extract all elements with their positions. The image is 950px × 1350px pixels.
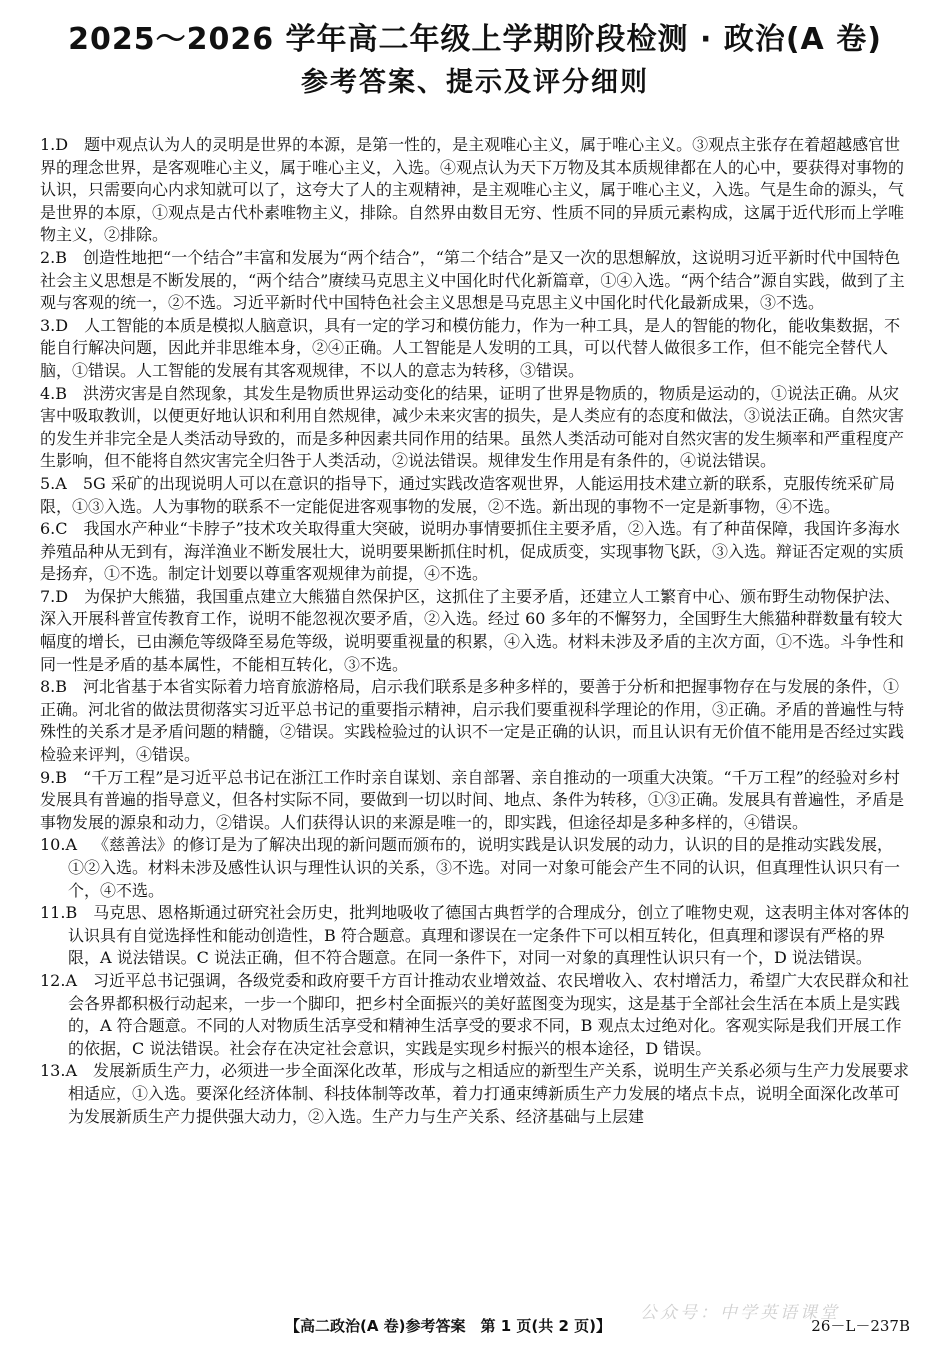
item-answer: B — [55, 677, 68, 697]
answer-item-8 — [40, 676, 912, 766]
item-number: 4. — [40, 383, 56, 403]
page-subtitle: 参考答案、提示及评分细则 — [301, 67, 649, 98]
footer-page-info: 【高二政治(A 卷)参考答案 第 1 页(共 2 页)】 — [285, 1317, 612, 1335]
answer-item-13 — [40, 1060, 912, 1128]
item-number: 6. — [40, 519, 56, 539]
item-answer: D — [55, 586, 69, 606]
item-explanation: 河北省基于本省实际着力培育旅游格局，启示我们联系是多种多样的，要善于分析和把握事物存在与发展的条件，①正确。河北省的做法贯彻落实习近平总书记的重要指示精神，启示我们要重视科学理论的作用，③正确。矛盾的普遍性与特殊性的关系才是矛盾问题的精髓，②错误。实践检验过的认识不一定是正确的认识，而且认识有无价值不能用是否经过实践检验来评判，④错误。 — [40, 677, 905, 765]
answer-item-12 — [40, 970, 912, 1060]
item-explanation: 习近平总书记强调，各级党委和政府要千方百计推动农业增效益、农民增收入、农村增活力，希望广大农民群众和社会各界都积极行动起来，一步一个脚印，把乡村全面振兴的美好蓝图变为现实，这是基于全部社会生活在本质上是实践的，A 符合题意。不同的人对物质生活享受和精神生活享受的要求不同，B 观点太过绝对化。客观实际是我们开展工作的依据，C 说法错误。社会存在决定社会意识，实践是实现乡村振兴的根本途径，D 错误。 — [68, 970, 910, 1058]
answer-item-7 — [40, 586, 912, 676]
item-answer: A — [65, 835, 78, 855]
answer-item-3 — [40, 315, 912, 383]
footer-code: 26－L－237B — [811, 1317, 910, 1335]
answer-item-10 — [40, 834, 912, 902]
answer-list — [40, 134, 912, 1128]
item-explanation: 我国水产种业“卡脖子”技术攻关取得重大突破，说明办事情要抓住主要矛盾，②入选。有了种苗保障，我国许多海水养殖品种从无到有，海洋渔业不断发展壮大，说明要果断抓住时机，促成质变，实现事物飞跃，③入选。辩证否定观的实质是扬弃，①不选。制定计划要以尊重客观规律为前提，④不选。 — [40, 519, 905, 584]
item-answer: B — [55, 383, 68, 403]
item-explanation: 发展新质生产力，必须进一步全面深化改革，形成与之相适应的新型生产关系，说明生产关系必须与生产力发展要求相适应，①入选。要深化经济体制、科技体制等改革，着力打通束缚新质生产力发展的堵点卡点，说明全面深化改革可为发展新质生产力提供强大动力，②入选。生产力与生产关系、经济基础与上层建 — [68, 1061, 910, 1126]
answer-item-6 — [40, 518, 912, 586]
item-answer: A — [65, 1061, 78, 1081]
item-number: 13. — [40, 1061, 66, 1081]
item-number: 9. — [40, 767, 56, 787]
answer-item-4 — [40, 383, 912, 473]
item-explanation: 为保护大熊猫，我国重点建立大熊猫自然保护区，这抓住了主要矛盾，还建立人工繁育中心、颁布野生动物保护法、深入开展科普宣传教育工作，说明不能忽视次要矛盾，②入选。经过 60 多年的不懈努力，全国野生大熊猫种群数量有较大幅度的增长，已由濒危等级降至易危等级，说明要重视量的积累，④入选。材料未涉及矛盾的主次方面，①不选。斗争性和同一性是矛盾的基本属性，不能相互转化，③不选。 — [40, 586, 905, 674]
watermark: 公众号：中学英语课堂 — [640, 1303, 840, 1323]
item-answer: A — [55, 473, 67, 493]
item-explanation: 5G 采矿的出现说明人可以在意识的指导下，通过实践改造客观世界，人能运用技术建立新的联系，克服传统采矿局限，①③入选。人为事物的联系不一定能促进客观事物的发展，②不选。新出现的事物不一定是新事物，④不选。 — [40, 473, 895, 516]
item-number: 10. — [40, 835, 66, 855]
item-answer: B — [55, 247, 68, 267]
item-answer: C — [55, 519, 68, 539]
item-explanation: 洪涝灾害是自然现象，其发生是物质世界运动变化的结果，证明了世界是物质的，物质是运动的，①说法正确。从灾害中吸取教训，以便更好地认识和利用自然规律，减少未来灾害的损失，是人类应有的态度和做法，③说法正确。自然灾害的发生并非完全是人类活动导致的，而是多种因素共同作用的结果。虽然人类活动可能对自然灾害的发生频率和严重程度产生影响，但不能将自然灾害完全归咎于人类活动，②说法错误。规律发生作用是有条件的，④说法错误。 — [40, 383, 905, 471]
item-answer: D — [55, 315, 69, 335]
item-explanation: 创造性地把“一个结合”丰富和发展为“两个结合”，“第二个结合”是又一次的思想解放，这说明习近平新时代中国特色社会主义思想是不断发展的，“两个结合”赓续马克思主义中国化时代化新篇章，①④入选。“两个结合”源自实践，做到了主观与客观的统一，②不选。习近平新时代中国特色社会主义思想是马克思主义中国化时代化最新成果，③不选。 — [40, 247, 905, 313]
item-explanation: 人工智能的本质是模拟人脑意识，具有一定的学习和模仿能力，作为一种工具，是人的智能的物化，能收集数据，不能自行解决问题，因此并非思维本身，②④正确。人工智能是人发明的工具，可以代替人做很多工作，但不能完全替代人脑，①错误。人工智能的发展有其客观规律，不以人的意志为转移，③错误。 — [40, 315, 901, 380]
item-explanation: “千万工程”是习近平总书记在浙江工作时亲自谋划、亲自部署、亲自推动的一项重大决策。“千万工程”的经验对乡村发展具有普遍的指导意义，但各村实际不同，要做到一切以时间、地点、条件为转移，①③正确。发展具有普遍性，矛盾是事物发展的源泉和动力，②错误。人们获得认识的来源是唯一的，即实践，但途径却是多种多样的，④错误。 — [40, 767, 905, 832]
item-number: 1. — [40, 135, 56, 154]
item-number: 3. — [40, 315, 56, 335]
item-answer: B — [65, 903, 78, 923]
item-number: 11. — [40, 903, 66, 923]
item-explanation: 《慈善法》的修订是为了解决出现的新问题而颁布的，说明实践是认识发展的动力，认识的目的是推动实践发展，①②入选。材料未涉及感性认识与理性认识的关系，③不选。对同一对象可能会产生不同的认识，但真理性认识只有一个，④不选。 — [68, 835, 901, 900]
answer-item-1 — [40, 134, 912, 247]
answer-item-11 — [40, 902, 912, 970]
item-number: 2. — [40, 247, 56, 267]
item-number: 8. — [40, 677, 56, 697]
item-explanation: 题中观点认为人的灵明是世界的本源，是第一性的，是主观唯心主义，属于唯心主义。③观点主张存在着超越感官世界的理念世界，是客观唯心主义，属于唯心主义，入选。④观点认为天下万物及其本质规律都在人的心中，要获得对事物的认识，只需要向心内求知就可以了，这夸大了人的主观精神，是主观唯心主义，属于唯心主义，入选。气是生命的源头，气是世界的本原，①观点是古代朴素唯物主义，排除。自然界由数目无穷、性质不同的异质元素构成，这属于近代形而上学唯物主义，②排除。 — [40, 135, 905, 245]
item-number: 7. — [40, 586, 56, 606]
answer-item-9 — [40, 767, 912, 835]
item-answer: A — [65, 970, 78, 990]
item-number: 5. — [40, 473, 56, 493]
answer-item-5 — [40, 473, 912, 518]
page-title: 2025～2026 学年高二年级上学期阶段检测 · 政治(A 卷) — [68, 22, 882, 57]
answer-item-2 — [40, 247, 912, 315]
item-explanation: 马克思、恩格斯通过研究社会历史，批判地吸收了德国古典哲学的合理成分，创立了唯物史观，这表明主体对客体的认识具有自觉选择性和能动创造性，B 符合题意。真理和谬误在一定条件下可以相互转化，但真理和谬误有严格的界限，A 说法错误。C 说法正确，但不符合题意。在同一条件下，对同一对象的真理性认识只有一个，D 说法错误。 — [68, 903, 910, 968]
item-answer: B — [55, 767, 68, 787]
item-number: 12. — [40, 970, 66, 990]
item-answer: D — [55, 135, 69, 154]
